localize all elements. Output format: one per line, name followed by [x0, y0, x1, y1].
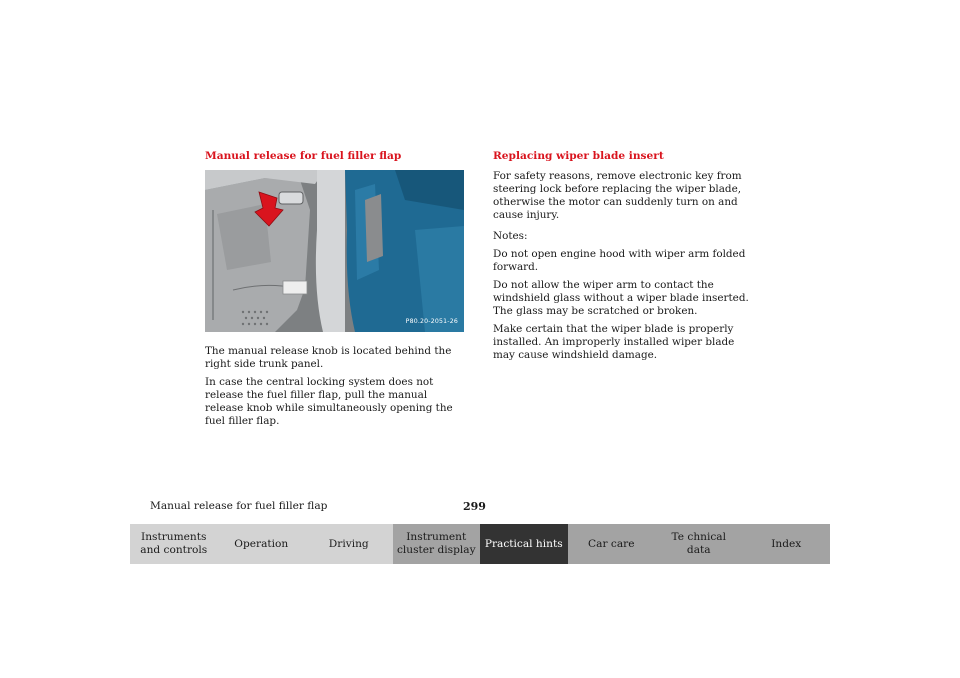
tab-label: Driving	[328, 537, 369, 550]
note-3: Make certain that the wiper blade is properly installed. An improperly installed wiper blade may cause windshield damage.	[493, 323, 735, 361]
tab-label: Practical hints	[484, 537, 563, 550]
tab-operation[interactable]	[218, 524, 306, 564]
fuel-flap-heading: Manual release for fuel filler flap	[205, 150, 402, 162]
wiper-safety-paragraph: For safety reasons, remove electronic key from steering lock before replacing the wiper blade, otherwise the motor can suddenly turn on and cause injury.	[493, 170, 742, 221]
tab-car-care[interactable]	[568, 524, 656, 564]
fuel-flap-paragraph-2: In case the central locking system does not release the fuel filler flap, pull the manual release knob while simultaneously opening the fuel filler flap.	[205, 376, 453, 427]
tab-practical-hints[interactable]	[480, 524, 568, 564]
chapter-tabs	[130, 524, 830, 564]
tab-instruments-and-controls[interactable]	[130, 524, 218, 564]
note-2: Do not allow the wiper arm to contact the windshield glass without a wiper blade inserted. The glass may be scratched or broken.	[493, 279, 749, 317]
trunk-panel-photo	[205, 170, 464, 332]
tab-instrument-cluster-display[interactable]	[393, 524, 481, 564]
tab-label: Car care	[588, 537, 635, 550]
tab-label: Instruments and controls	[140, 531, 208, 556]
tab-index[interactable]	[743, 524, 831, 564]
tab-label: Instrument cluster display	[396, 531, 476, 556]
image-reference-code: P80.20-2051-26	[405, 318, 458, 325]
tab-driving[interactable]	[305, 524, 393, 564]
fuel-flap-paragraph-1: The manual release knob is located behind the right side trunk panel.	[205, 345, 452, 370]
page-number: 299	[463, 500, 486, 513]
right-column	[493, 150, 755, 367]
tab-label: Index	[771, 537, 802, 550]
note-1: Do not open engine hood with wiper arm folded forward.	[493, 248, 746, 273]
wiper-blade-heading: Replacing wiper blade insert	[493, 150, 664, 162]
tab-label: Operation	[234, 537, 289, 550]
footer-section-title: Manual release for fuel filler flap	[150, 500, 328, 512]
tab-technical-data[interactable]	[655, 524, 743, 564]
notes-label: Notes:	[493, 230, 528, 242]
left-column	[205, 150, 467, 433]
trunk-panel-illustration	[205, 170, 464, 332]
tab-label: Te chnical data	[671, 531, 726, 556]
